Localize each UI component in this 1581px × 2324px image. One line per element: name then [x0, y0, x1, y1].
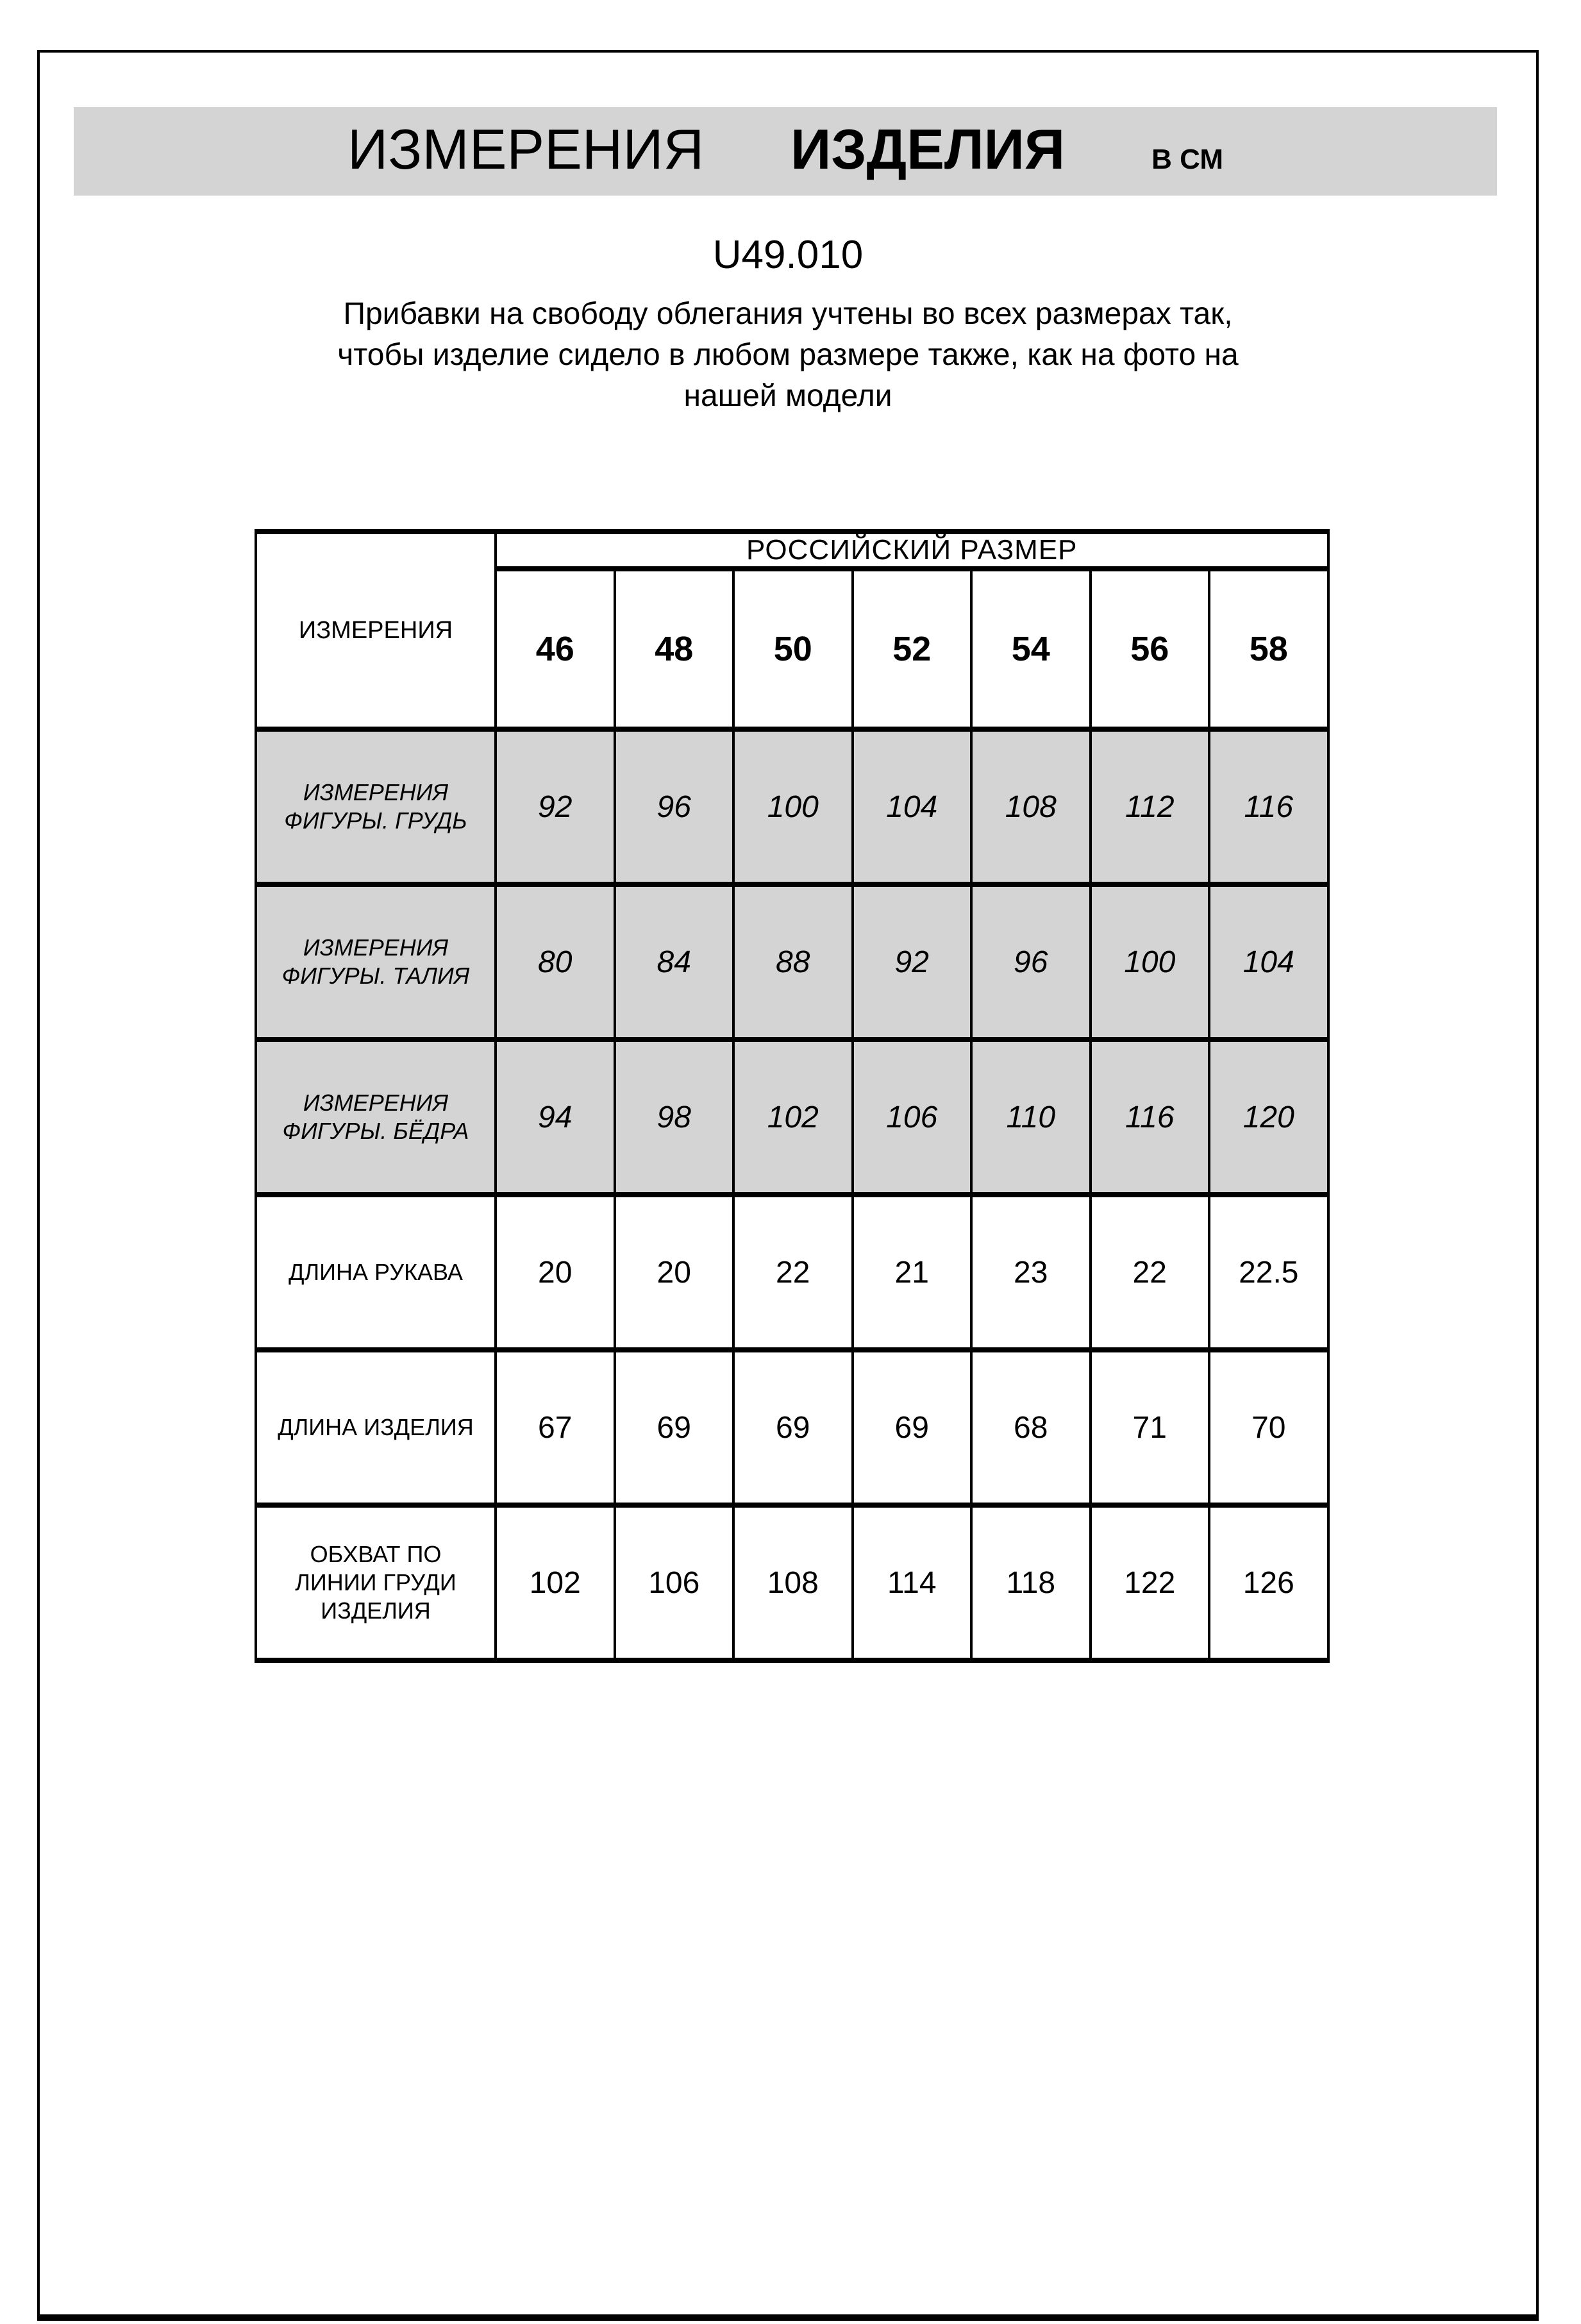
row-value: 92 [853, 884, 972, 1040]
row-value: 70 [1209, 1350, 1328, 1505]
row-value: 114 [853, 1505, 972, 1660]
size-table-body [256, 729, 1328, 1660]
title-word-product: ИЗДЕЛИЯ [791, 117, 1066, 181]
size-column-header: 58 [1209, 569, 1328, 729]
size-column-header: 52 [853, 569, 972, 729]
row-value: 116 [1091, 1040, 1210, 1195]
row-value: 92 [496, 729, 615, 884]
table-row [256, 884, 1328, 1040]
fit-note-line-1: Прибавки на свободу облегания учтены во всех размерах так, [343, 297, 1233, 331]
fit-note [37, 294, 1539, 417]
size-column-header: 54 [971, 569, 1091, 729]
table-row [256, 1195, 1328, 1350]
row-value: 102 [733, 1040, 853, 1195]
row-value: 126 [1209, 1505, 1328, 1660]
table-row [256, 1350, 1328, 1505]
row-value: 122 [1091, 1505, 1210, 1660]
row-value: 98 [615, 1040, 734, 1195]
row-value: 20 [615, 1195, 734, 1350]
row-label: ОБХВАТ ПО ЛИНИИ ГРУДИ ИЗДЕЛИЯ [295, 1541, 456, 1624]
row-value: 20 [496, 1195, 615, 1350]
row-value: 112 [1091, 729, 1210, 884]
fit-note-line-2: чтобы изделие сидело в любом размере также, как на фото на [337, 338, 1239, 372]
row-value: 69 [853, 1350, 972, 1505]
size-column-header: 46 [496, 569, 615, 729]
row-label: ДЛИНА ИЗДЕЛИЯ [278, 1414, 474, 1440]
size-group-row [256, 532, 1328, 569]
row-value: 100 [1091, 884, 1210, 1040]
row-value: 94 [496, 1040, 615, 1195]
row-value: 80 [496, 884, 615, 1040]
title-unit-label: В СМ [1151, 144, 1224, 175]
table-row [256, 1040, 1328, 1195]
row-value: 108 [733, 1505, 853, 1660]
row-value: 106 [615, 1505, 734, 1660]
table-row [256, 1505, 1328, 1660]
row-value: 22.5 [1209, 1195, 1328, 1350]
row-value: 69 [733, 1350, 853, 1505]
title-word-measurements: ИЗМЕРЕНИЯ [347, 117, 705, 181]
row-value: 104 [1209, 884, 1328, 1040]
row-value: 88 [733, 884, 853, 1040]
row-value: 21 [853, 1195, 972, 1350]
row-value: 69 [615, 1350, 734, 1505]
size-table [255, 529, 1330, 1663]
size-column-header: 48 [615, 569, 734, 729]
title-bar [74, 107, 1497, 196]
row-value: 96 [615, 729, 734, 884]
size-column-header: 56 [1091, 569, 1210, 729]
row-value: 108 [971, 729, 1091, 884]
row-value: 116 [1209, 729, 1328, 884]
row-label: ИЗМЕРЕНИЯ ФИГУРЫ. ГРУДЬ [284, 779, 467, 834]
table-row [256, 729, 1328, 884]
row-value: 68 [971, 1350, 1091, 1505]
row-value: 22 [733, 1195, 853, 1350]
product-code: U49.010 [712, 233, 864, 277]
row-value: 71 [1091, 1350, 1210, 1505]
fit-note-line-3: нашей модели [683, 379, 892, 413]
row-value: 84 [615, 884, 734, 1040]
row-label: ИЗМЕРЕНИЯ ФИГУРЫ. БЁДРА [282, 1090, 469, 1144]
row-value: 100 [733, 729, 853, 884]
row-value: 96 [971, 884, 1091, 1040]
russian-size-group-header: РОССИЙСКИЙ РАЗМЕР [496, 532, 1328, 569]
row-value: 118 [971, 1505, 1091, 1660]
row-value: 106 [853, 1040, 972, 1195]
measurements-corner-label: ИЗМЕРЕНИЯ [256, 532, 496, 729]
row-value: 102 [496, 1505, 615, 1660]
row-label: ДЛИНА РУКАВА [289, 1259, 463, 1285]
row-value: 104 [853, 729, 972, 884]
row-value: 120 [1209, 1040, 1328, 1195]
row-value: 67 [496, 1350, 615, 1505]
size-column-header: 50 [733, 569, 853, 729]
row-label: ИЗМЕРЕНИЯ ФИГУРЫ. ТАЛИЯ [281, 934, 470, 989]
row-value: 23 [971, 1195, 1091, 1350]
row-value: 110 [971, 1040, 1091, 1195]
row-value: 22 [1091, 1195, 1210, 1350]
